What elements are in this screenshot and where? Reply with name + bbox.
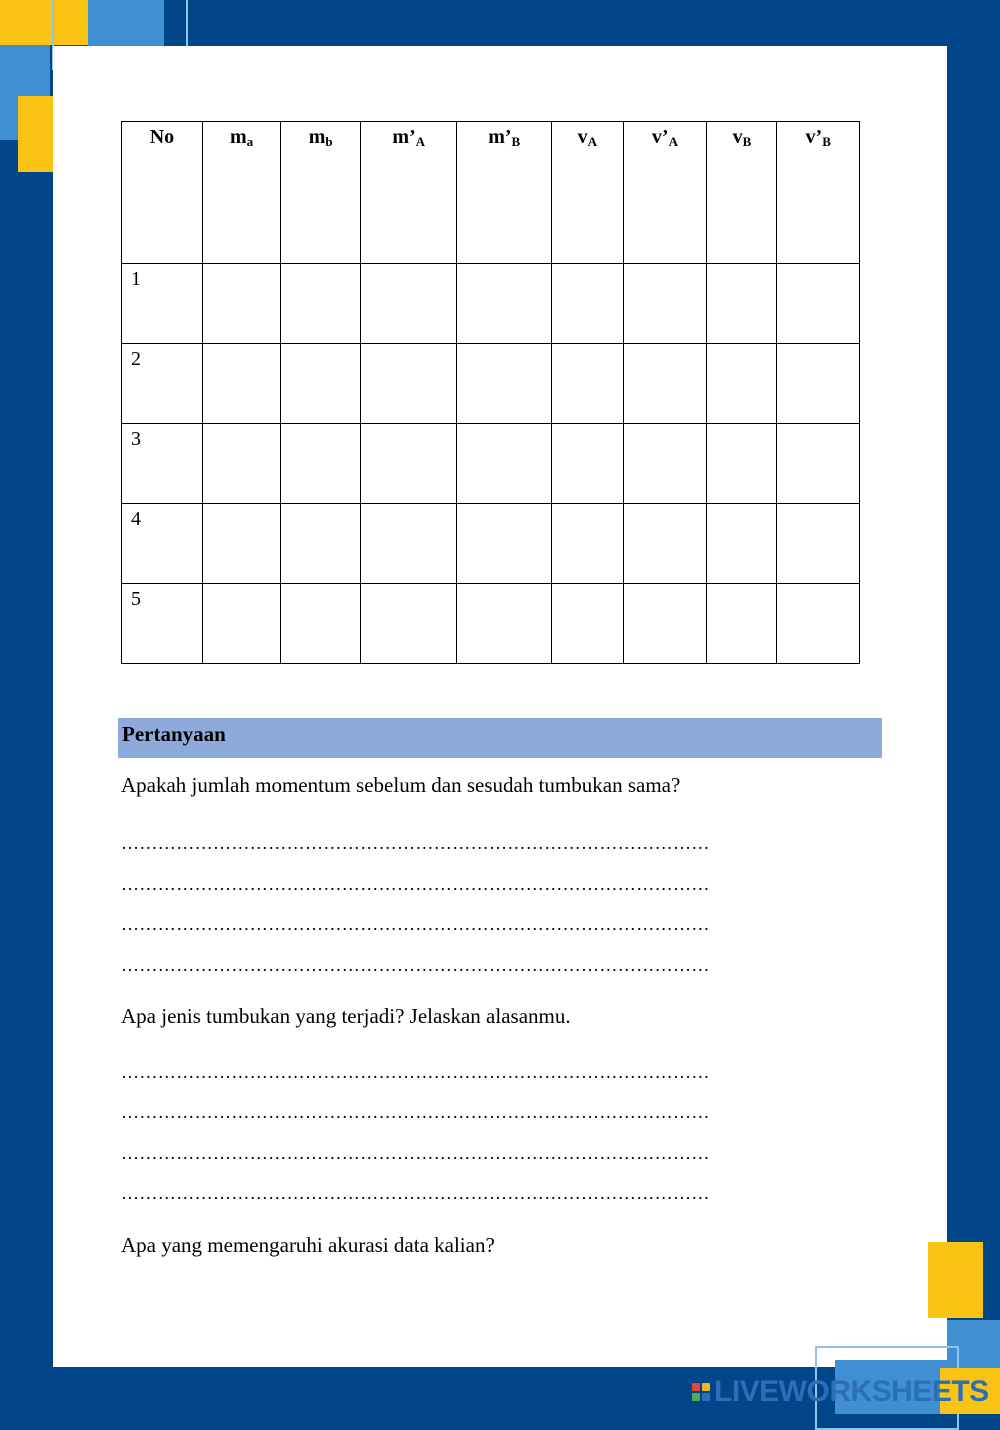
input-cell[interactable] [623, 584, 707, 664]
input-cell[interactable] [777, 504, 860, 584]
table-body [122, 264, 860, 664]
answer-line[interactable]: …………………………………………………………………………………… [121, 1102, 710, 1122]
input-cell[interactable] [361, 424, 457, 504]
input-cell[interactable] [361, 504, 457, 584]
answer-line[interactable]: …………………………………………………………………………………… [121, 1143, 710, 1163]
column-header-subscript: A [668, 134, 678, 149]
input-cell[interactable] [202, 504, 280, 584]
row-number: 4 [122, 504, 203, 584]
input-cell[interactable] [623, 344, 707, 424]
input-cell[interactable] [552, 424, 623, 504]
input-cell[interactable] [281, 504, 361, 584]
column-header-subscript: a [246, 134, 254, 149]
column-header [281, 122, 361, 264]
column-header [122, 122, 203, 264]
answer-line[interactable]: …………………………………………………………………………………… [121, 874, 710, 894]
input-cell[interactable] [707, 344, 777, 424]
answer-line[interactable]: …………………………………………………………………………………… [121, 1062, 710, 1082]
answer-line[interactable]: …………………………………………………………………………………… [121, 955, 710, 975]
column-header-subscript: B [742, 134, 752, 149]
input-cell[interactable] [281, 424, 361, 504]
input-cell[interactable] [281, 264, 361, 344]
input-cell[interactable] [623, 424, 707, 504]
column-header [361, 122, 457, 264]
answer-line[interactable]: …………………………………………………………………………………… [121, 833, 710, 853]
column-header-symbol: v [577, 126, 588, 148]
column-header [777, 122, 860, 264]
brand-squares-icon [692, 1383, 710, 1401]
table-row [122, 584, 860, 664]
column-header-subscript: A [415, 134, 426, 149]
answer-line[interactable]: …………………………………………………………………………………… [121, 914, 710, 934]
column-header [552, 122, 623, 264]
section-header-bar [118, 718, 882, 758]
column-header [202, 122, 280, 264]
table-row [122, 504, 860, 584]
input-cell[interactable] [777, 264, 860, 344]
input-cell[interactable] [707, 264, 777, 344]
column-header [457, 122, 552, 264]
input-cell[interactable] [361, 344, 457, 424]
input-cell[interactable] [707, 424, 777, 504]
column-header-symbol: m [229, 126, 247, 148]
column-header [707, 122, 777, 264]
table-row [122, 424, 860, 504]
question-1: Apakah jumlah momentum sebelum dan sesudah tumbukan sama? [121, 773, 681, 797]
table-header-row [122, 122, 860, 264]
liveworksheets-logo[interactable] [692, 1375, 989, 1408]
row-number: 5 [122, 584, 203, 664]
input-cell[interactable] [777, 424, 860, 504]
table-row [122, 344, 860, 424]
input-cell[interactable] [552, 344, 623, 424]
column-header-subscript: b [325, 134, 333, 149]
input-cell[interactable] [552, 264, 623, 344]
column-header-subscript: B [822, 134, 831, 149]
input-cell[interactable] [281, 344, 361, 424]
answer-line[interactable]: …………………………………………………………………………………… [121, 1183, 710, 1203]
row-number: 2 [122, 344, 203, 424]
input-cell[interactable] [623, 504, 707, 584]
input-cell[interactable] [552, 584, 623, 664]
column-header-symbol: No [149, 126, 175, 148]
column-header-symbol: v’ [805, 126, 823, 148]
input-cell[interactable] [202, 264, 280, 344]
input-cell[interactable] [457, 424, 552, 504]
brand-name: LIVEWORKSHEETS [714, 1375, 989, 1408]
input-cell[interactable] [361, 584, 457, 664]
section-title: Pertanyaan [122, 722, 226, 746]
input-cell[interactable] [707, 504, 777, 584]
column-header-symbol: m’ [392, 126, 416, 148]
input-cell[interactable] [777, 584, 860, 664]
input-cell[interactable] [777, 344, 860, 424]
input-cell[interactable] [202, 424, 280, 504]
input-cell[interactable] [457, 504, 552, 584]
question-2: Apa jenis tumbukan yang terjadi? Jelaskan alasanmu. [121, 1004, 571, 1028]
column-header-subscript: A [587, 134, 598, 149]
column-header-symbol: m’ [488, 126, 512, 148]
input-cell[interactable] [457, 264, 552, 344]
column-header-symbol: v’ [651, 126, 669, 148]
input-cell[interactable] [457, 584, 552, 664]
input-cell[interactable] [623, 264, 707, 344]
input-cell[interactable] [202, 584, 280, 664]
input-cell[interactable] [361, 264, 457, 344]
table-row [122, 264, 860, 344]
decor-yellow-block-right [928, 1242, 983, 1318]
column-header [623, 122, 707, 264]
input-cell[interactable] [707, 584, 777, 664]
input-cell[interactable] [281, 584, 361, 664]
row-number: 1 [122, 264, 203, 344]
column-header-symbol: m [308, 126, 326, 148]
data-table [121, 121, 860, 664]
row-number: 3 [122, 424, 203, 504]
input-cell[interactable] [552, 504, 623, 584]
input-cell[interactable] [457, 344, 552, 424]
input-cell[interactable] [202, 344, 280, 424]
question-3: Apa yang memengaruhi akurasi data kalian? [121, 1233, 495, 1257]
column-header-subscript: B [511, 134, 521, 149]
column-header-symbol: v [732, 126, 743, 148]
